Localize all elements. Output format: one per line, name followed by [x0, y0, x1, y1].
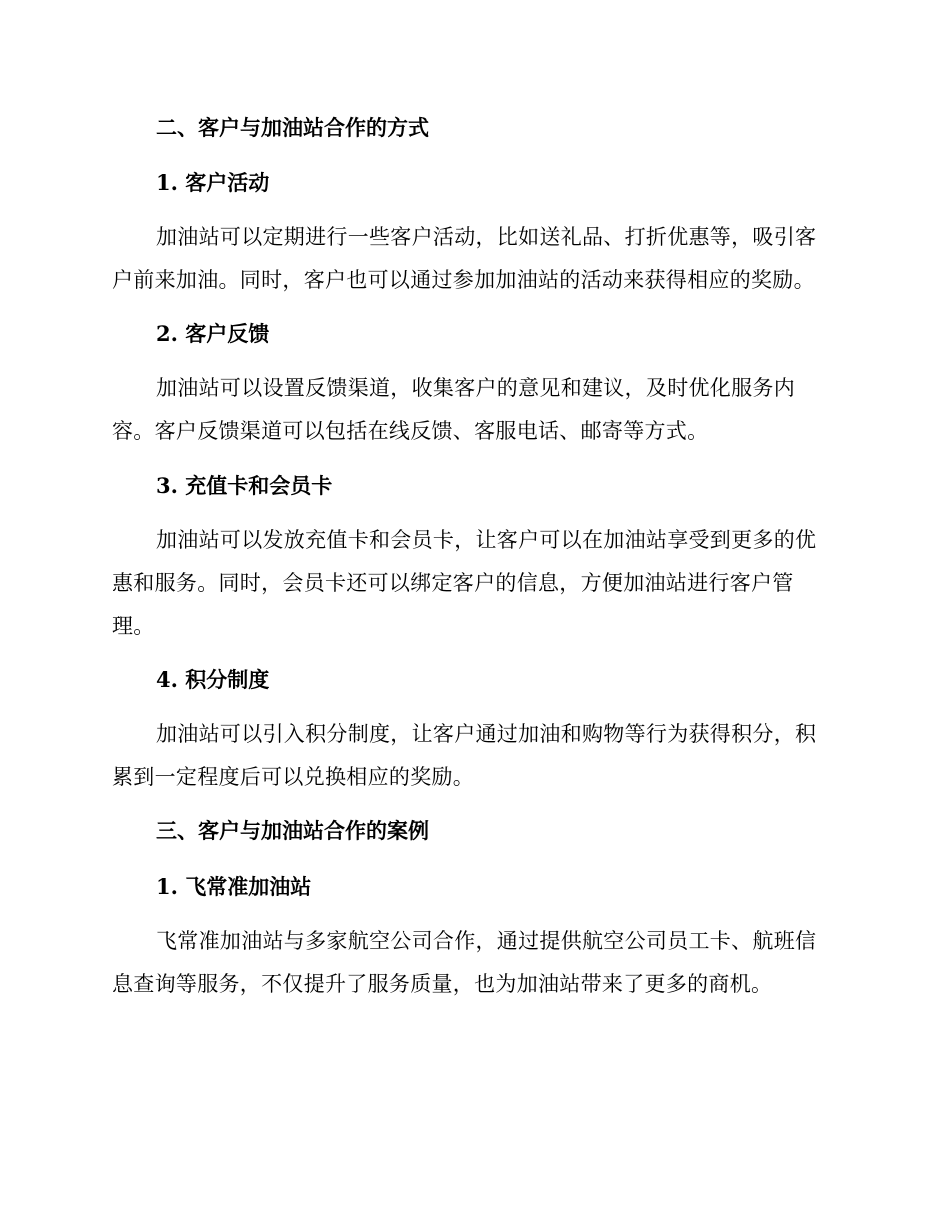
item-4-paragraph — [112, 713, 832, 799]
item-4-heading: 4. 积分制度 — [156, 667, 270, 692]
item-2-heading: 2. 客户反馈 — [156, 321, 270, 346]
paragraph-line: 加油站可以发放充值卡和会员卡，让客户可以在加油站享受到更多的优 — [156, 528, 817, 552]
paragraph-line: 理。 — [112, 614, 155, 638]
section-3-title: 三、客户与加油站合作的案例 — [156, 818, 429, 843]
paragraph-line: 惠和服务。同时，会员卡还可以绑定客户的信息，方便加油站进行客户管 — [112, 571, 794, 595]
item-2-paragraph — [112, 367, 832, 453]
section-2-title: 二、客户与加油站合作的方式 — [156, 115, 429, 140]
case-1-paragraph — [112, 920, 832, 1006]
item-3-paragraph — [112, 519, 832, 648]
item-1-paragraph — [112, 216, 832, 302]
case-1-heading: 1. 飞常准加油站 — [156, 874, 312, 899]
paragraph-line: 加油站可以引入积分制度，让客户通过加油和购物等行为获得积分，积 — [156, 722, 817, 746]
item-3-heading: 3. 充值卡和会员卡 — [156, 473, 333, 498]
paragraph-line: 累到一定程度后可以兑换相应的奖励。 — [112, 765, 475, 789]
paragraph-line: 容。客户反馈渠道可以包括在线反馈、客服电话、邮寄等方式。 — [112, 419, 709, 443]
paragraph-line: 息查询等服务，不仅提升了服务质量，也为加油站带来了更多的商机。 — [112, 972, 773, 996]
item-1-heading: 1. 客户活动 — [156, 170, 270, 195]
paragraph-line: 飞常准加油站与多家航空公司合作，通过提供航空公司员工卡、航班信 — [156, 929, 817, 953]
paragraph-line: 户前来加油。同时，客户也可以通过参加加油站的活动来获得相应的奖励。 — [112, 268, 815, 292]
paragraph-line: 加油站可以设置反馈渠道，收集客户的意见和建议，及时优化服务内 — [156, 376, 795, 400]
paragraph-line: 加油站可以定期进行一些客户活动，比如送礼品、打折优惠等，吸引客 — [156, 225, 817, 249]
